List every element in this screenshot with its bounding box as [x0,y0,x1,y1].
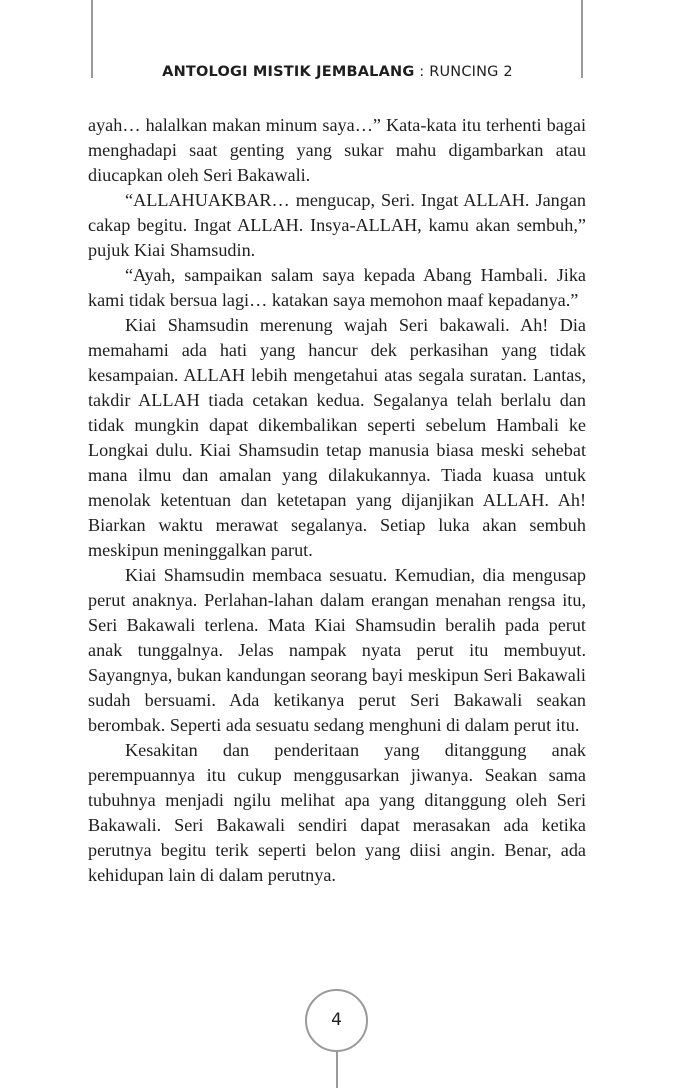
paragraph: Kiai Shamsudin membaca sesuatu. Kemudian, dia mengusap perut anaknya. Perlahan-lahan dalam erangan menahan rengsa itu, Seri Bakawali terlena. Mata Kiai Shamsudin beralih pada perut anak tunggalnya. Jelas nampak nyata perut itu membuyut. Sayangnya, bukan kandungan seorang bayi meskipun Seri Bakawali sudah bersuami. Ada ketikanya perut Seri Bakawali seakan berombak. Seperti ada sesuatu sedang menghuni di dalam perut itu. [88,565,586,735]
page-body [88,113,586,888]
running-header [0,64,675,80]
volume-title: RUNCING 2 [429,64,513,80]
header-separator: : [414,64,430,80]
book-title: ANTOLOGI MISTIK JEMBALANG [162,64,415,80]
page-number-stem-line [336,1052,338,1088]
paragraph: “ALLAHUAKBAR… mengucap, Seri. Ingat ALLAH. Jangan cakap begitu. Ingat ALLAH. Insya-ALLAH, kamu akan sembuh,” pujuk Kiai Shamsudin. [88,190,586,260]
paragraph: Kesakitan dan penderitaan yang ditanggung anak perempuannya itu cukup menggusarkan jiwanya. Seakan sama tubuhnya menjadi ngilu melihat apa yang ditanggung oleh Seri Bakawali. Seri Bakawali sendiri dapat merasakan ada ketika perutnya begitu terik seperti belon yang diisi angin. Benar, ada kehidupan lain di dalam perutnya. [88,740,586,885]
paragraph: “Ayah, sampaikan salam saya kepada Abang Hambali. Jika kami tidak bersua lagi… katakan saya memohon maaf kepadanya.” [88,265,586,310]
paragraph: Kiai Shamsudin merenung wajah Seri bakawali. Ah! Dia memahami ada hati yang hancur dek perkasihan yang tidak kesampaian. ALLAH lebih mengetahui atas segala suratan. Lantas, takdir ALLAH tiada cetakan kedua. Segalanya telah berlalu dan tidak mungkin dapat dikembalikan seperti sebelum Hambali ke Longkai dulu. Kiai Shamsudin tetap manusia biasa meski sehebat mana ilmu dan amalan yang dilakukannya. Tiada kuasa untuk menolak ketentuan dan ketetapan yang dijanjikan ALLAH. Ah! Biarkan waktu merawat segalanya. Setiap luka akan sembuh meskipun meninggalkan parut. [88,315,586,560]
paragraph-continued: ayah… halalkan makan minum saya…” Kata-kata itu terhenti bagai menghadapi saat genting yang sukar mahu digambarkan atau diucapkan oleh Seri Bakawali. [88,115,586,185]
page-number: 4 [305,989,368,1052]
